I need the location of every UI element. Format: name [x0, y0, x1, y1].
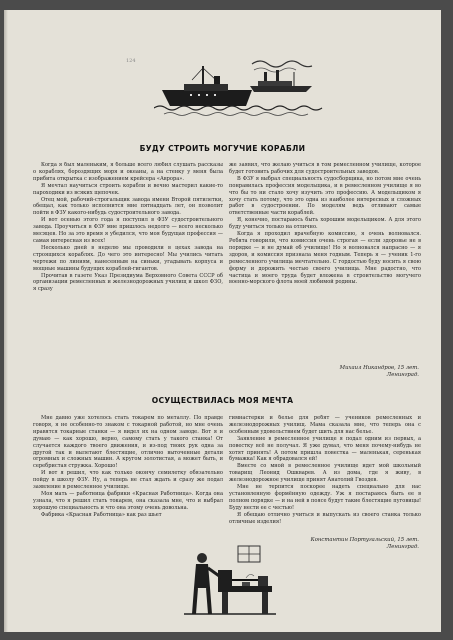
magazine-page — [4, 10, 441, 632]
paragraph: Мне не терпится поскорее надеть специально для нас установленную формённую одежду. Уж я постараюсь быть ее в полном порядке — и на ней в поясе будут такие блестящие пуговицы! Буду нести ее с честью! — [229, 484, 421, 511]
paragraph: Мне давно уже хотелось стать токарем по металлу. По правде говоря, я не особенно-то знаком с токарной работой, но мне очень нравятся токарные станки — я видел их на одном заводе. Вот я и думаю — как хорошо, верно, самому стать у такого станка! От случается каждого твоего движения, и из-под твоих рук одна за другой так и вылетают блестящие, отлично выточенные детали огромных и сложных машин. А кругом золотистая, а может быть, и серебристая стружка. Хорошо! — [33, 415, 223, 470]
page-binding-shadow — [4, 10, 8, 632]
article-title: ОСУЩЕСТВИЛАСЬ МОЯ МЕЧТА — [151, 396, 294, 405]
paragraph: И вот осенью этого года я поступил в ФЗУ судостроительного завода. Проучиться в ФЗУ мне пришлось недолго — всего несколько месяцев. Но за это время я убедился, что моя будущая профессия — самая интересная из всех! — [33, 217, 223, 244]
paragraph: Отец мой, рабочий-строгальщик завода имени Второй пятилетки, обещал, как только исполнится мне пятнадцать лет, он позволит пойти в ФЗУ какого-нибудь судостроительного завода. — [33, 196, 223, 217]
paragraph: Я обещаю отлично учиться и выпускать из своего станка только отличные изделия! — [229, 511, 421, 525]
paragraph: В ФЗУ я выбрал специальность судосборщика, но потом мне очень понравилась профессия модельщика, и в ремесленном училище я во что бы то ни стало хочу изучить это профессию. А модельщиком я хочу стать потому, что это одна из наиболее интересных и сложных работ в судостроении. По моделям ведь отливают самые ответственные части кораблей. — [229, 175, 421, 217]
paragraph: Несколько дней в неделю мы проводили в цехах завода на строящихся кораблях. До чего это интересно! Мы учились читать чертежи по линиям, нанесенным на синьки, угадывать корпуса и мощные машины будущих кораблей-гигантов. — [33, 244, 223, 272]
author-city: Ленинград. — [386, 543, 419, 550]
author-signature — [311, 537, 419, 550]
page-number: 124 — [126, 58, 136, 64]
author-signature — [340, 365, 419, 378]
paragraph: Моя мать — работница фабрики «Красная Работница». Когда она узнала, что я решил стать токарем, она сказала мне, что и выбрал хорошую специальность и что она этому очень довольна. — [33, 490, 223, 511]
article-column-left — [33, 162, 223, 336]
paragraph: Заявление в ремесленное училище я подал одним из первых, а повестку всё не получал. Я уже думал, что меня почему-нибудь не хотят принять! А потом пришла повестка — маленькая, серенькая бумажка! Как я обрадовался ей! — [229, 435, 421, 463]
article-column-left — [33, 415, 223, 543]
paragraph: Я, конечно, постараюсь быть хорошим модельщиком. А для этого буду учиться только на отлично. — [229, 217, 421, 231]
paragraph: Прочитав в газете Указ Президиума Верховного Совета СССР об организации ремесленных и железнодорожных училищ и школ ФЗО, я сразу — [33, 272, 223, 293]
author-city: Ленинград. — [386, 371, 419, 378]
ships-illustration — [154, 58, 324, 120]
paragraph: же заявил, что желаю учиться в том ремесленном училище, которое будет готовить рабочих для судостроительных заводов. — [229, 162, 421, 175]
author-name: Константин Португальский, 15 лет. — [310, 537, 419, 543]
author-name: Михаил Никандров, 15 лет. — [339, 365, 419, 371]
paragraph: гимнастерки и белье для ребят — учеников ремесленных и железнодорожных училищ. Мама сказала мне, что теперь она с особенным удовольствием будет шить для нас белье. — [229, 415, 421, 435]
article-title: БУДУ СТРОИТЬ МОГУЧИЕ КОРАБЛИ — [139, 144, 306, 153]
article-column-right — [229, 162, 421, 334]
paragraph: Фабрика «Красная Работница» как раз шьет — [41, 511, 162, 518]
paragraph: И вот я решил, что как только окончу семилетку обязательно пойду в школу ФЗУ. Ну, а теперь не стал ждать и сразу же подал заявление в ремесленное училище. — [33, 470, 223, 491]
article-column-right — [229, 415, 421, 531]
paragraph: Когда я был маленьким, я больше всего любил слушать рассказы о кораблях, бороздящих моря и океаны, а на стенку у меня была прибита открытка с изображением крейсера «Аврора». — [33, 162, 223, 182]
lathe-worker-illustration — [182, 542, 278, 620]
paragraph: Я мечтал научиться строить корабли и вечно мастерил какие-то пароходики из всяких щепочек. — [33, 182, 223, 196]
paragraph: Вместе со мной в ремесленное училище идет мой школьный товарищ Леонид Ошкварев. А из дома, где я живу, в железнодорожное училище принят Анатолий Гвоздев. — [229, 463, 421, 484]
paragraph: Когда я проходил врачебную комиссию, я очень волновался. Ребята говорили, что комиссия очень строгая — если здоровье не в порядке — и не думай об училище! Но я волновался напрасно — я здоров, и комиссия признала меня годным. Теперь я — ученик 1-го ремесленного училища мечтательно. С гордостью буду носить я свою форму и дорожить честью своего училища. Мне радостно, что частица и моего труда будет вложена в строительство могучего военно-морского флота моей любимой родины. — [229, 231, 421, 286]
